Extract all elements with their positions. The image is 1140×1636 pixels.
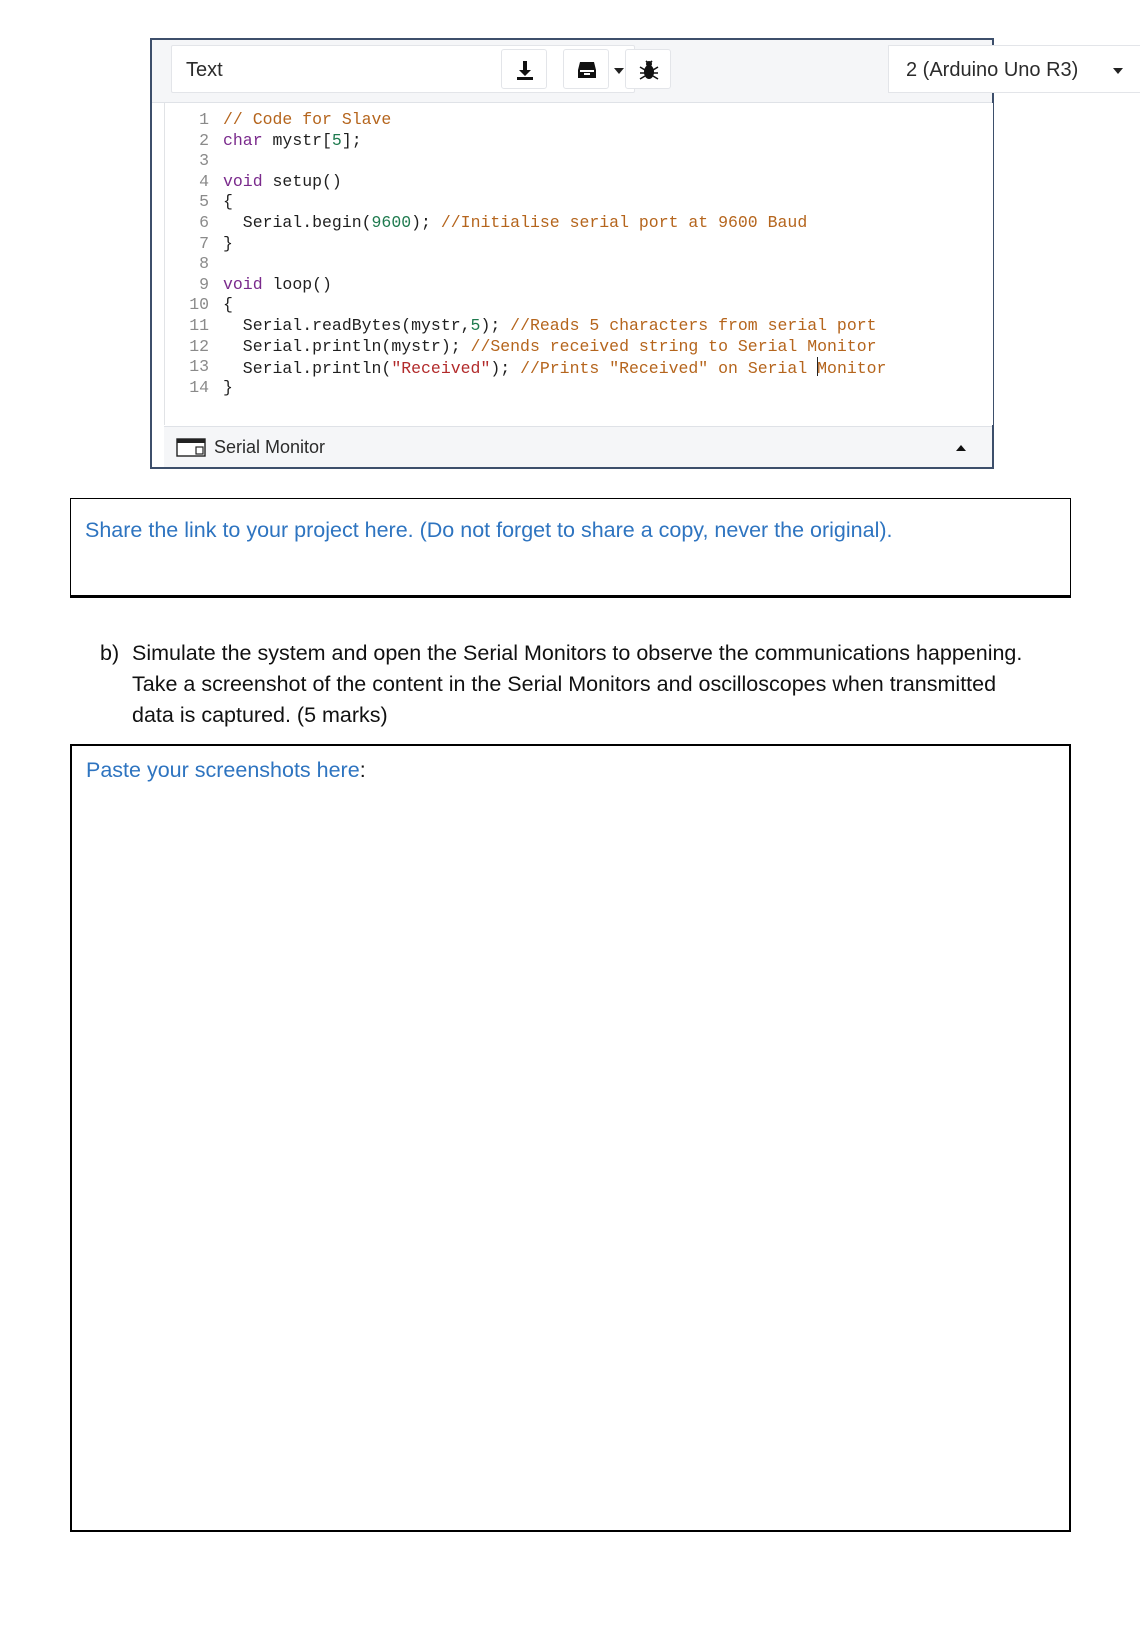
line-number: 1: [199, 110, 209, 129]
line-number: 6: [199, 213, 209, 232]
project-link-answer-box[interactable]: [70, 498, 1071, 598]
code-line: [165, 151, 985, 171]
code-text: [223, 172, 342, 192]
line-number: 13: [189, 357, 209, 377]
code-editor-screenshot: [150, 38, 1079, 469]
serial-monitor-icon: [176, 438, 206, 457]
code-line: [165, 213, 985, 233]
code-line: [165, 378, 985, 398]
code-token: );: [480, 316, 511, 335]
code-token: char: [223, 130, 263, 150]
code-token: }: [223, 233, 233, 253]
code-token: //Reads 5 characters from serial port: [510, 316, 877, 335]
code-token: ];: [341, 130, 362, 150]
serial-monitor-toggle[interactable]: [164, 426, 992, 467]
code-token: );: [490, 359, 521, 379]
code-line: [165, 357, 985, 377]
editor-toolbar: [152, 40, 1079, 103]
code-line: [165, 110, 985, 130]
line-number: 3: [199, 151, 209, 171]
library-icon: [576, 59, 598, 81]
code-token: 9600: [371, 213, 412, 232]
question-line: Simulate the system and open the Serial Monitors to observe the communications happening.: [132, 641, 1023, 665]
chevron-down-icon: [614, 68, 624, 74]
code-text: [223, 213, 807, 233]
code-token: mystr[: [262, 130, 332, 150]
download-icon: [514, 59, 536, 81]
download-button[interactable]: [501, 49, 547, 89]
code-token: }: [223, 377, 233, 397]
line-number: 8: [199, 254, 209, 274]
code-line: [165, 275, 985, 295]
line-number: 11: [189, 316, 209, 335]
code-text: [223, 357, 886, 379]
code-token: setup(): [262, 171, 342, 191]
code-token: );: [411, 213, 441, 232]
question-marker: b): [100, 641, 120, 665]
code-line: [165, 192, 985, 212]
line-number: 12: [189, 336, 209, 356]
code-line: [165, 295, 985, 315]
code-line: [165, 234, 985, 254]
code-text: [223, 192, 233, 212]
code-token: //Sends received string to Serial Monitor: [470, 336, 877, 356]
line-number: 4: [199, 171, 209, 191]
code-token: loop(): [262, 274, 332, 294]
code-token: {: [223, 192, 233, 212]
code-mode-label: Text: [186, 59, 223, 81]
code-text: [223, 295, 233, 315]
line-number: 7: [199, 233, 209, 253]
debug-bug-icon: [638, 59, 660, 81]
code-token: Serial.begin(: [223, 213, 372, 232]
line-number: 10: [189, 295, 209, 315]
code-token: Serial.println(: [223, 359, 392, 379]
code-token: // Code for Slave: [223, 110, 392, 129]
code-token: {: [223, 295, 233, 315]
code-token: Serial.readBytes(mystr,: [223, 316, 471, 335]
code-text: [223, 337, 877, 357]
code-text: [223, 275, 332, 295]
screenshot-prompt-text: Paste your screenshots here: [86, 758, 360, 782]
code-text: [223, 378, 233, 398]
project-link-prompt: Share the link to your project here. (Do not forget to share a copy, never the original).: [85, 518, 893, 542]
code-line: [165, 131, 985, 151]
code-token: void: [223, 171, 263, 191]
code-line: [165, 254, 985, 274]
code-line: [165, 316, 985, 336]
code-token: Monitor: [817, 359, 887, 379]
line-number: 2: [199, 130, 209, 150]
screenshot-answer-box[interactable]: [70, 744, 1071, 1532]
code-token: 5: [470, 316, 481, 335]
line-number: 14: [189, 377, 209, 397]
code-text: [223, 234, 233, 254]
code-token: //Initialise serial port at 9600 Baud: [440, 213, 808, 232]
code-token: void: [223, 274, 263, 294]
code-text: [223, 110, 391, 130]
line-number: 9: [199, 274, 209, 294]
code-token: "Received": [391, 359, 491, 379]
code-text: [223, 316, 877, 336]
board-select[interactable]: [888, 45, 1140, 93]
question-line: data is captured. (5 marks): [132, 703, 388, 727]
code-line: [165, 172, 985, 192]
board-label: 2 (Arduino Uno R3): [906, 59, 1079, 81]
chevron-up-icon: [956, 445, 966, 451]
screenshot-prompt: [86, 758, 366, 783]
code-token: //Prints "Received" on Serial: [520, 359, 818, 379]
screenshot-prompt-colon: :: [359, 758, 366, 782]
code-text: [223, 131, 362, 151]
code-text-area[interactable]: [164, 103, 993, 425]
line-number: 5: [199, 192, 209, 212]
debugger-button[interactable]: [625, 49, 671, 89]
question-line: Take a screenshot of the content in the Serial Monitors and oscilloscopes when transmitted: [132, 672, 997, 696]
chevron-down-icon: [1113, 68, 1123, 74]
code-line: [165, 337, 985, 357]
serial-monitor-label: Serial Monitor: [214, 437, 326, 457]
code-token: Serial.println(mystr);: [223, 336, 471, 356]
library-button[interactable]: [563, 49, 609, 89]
code-token: 5: [331, 130, 342, 150]
